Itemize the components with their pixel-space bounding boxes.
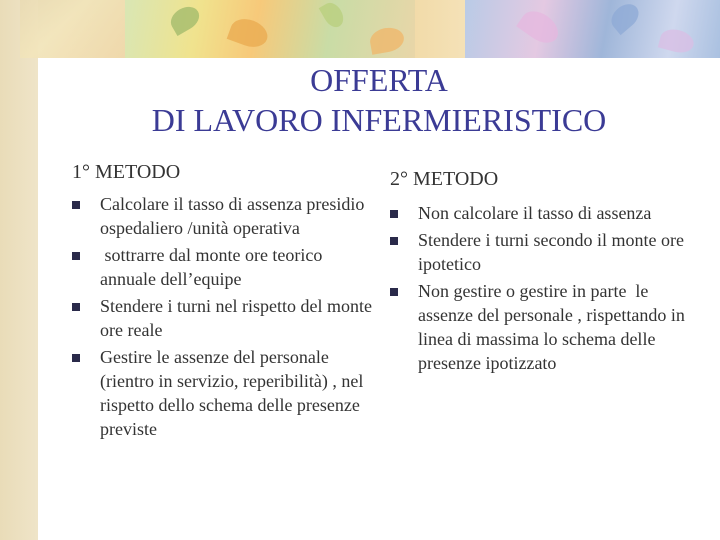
list-item-text: Stendere i turni nel rispetto del monte ore reale [100, 296, 372, 340]
list-item-text: Calcolare il tasso di assenza presidio ospedaliero /unità operativa [100, 194, 365, 238]
paper-background-left [0, 0, 38, 540]
method-1-heading: 1° METODO [72, 161, 181, 183]
square-bullet-icon [72, 354, 80, 362]
method-1-list [72, 192, 372, 441]
square-bullet-icon [72, 201, 80, 209]
list-item [72, 192, 372, 240]
method-2-heading: 2° METODO [390, 168, 499, 190]
list-item [72, 294, 372, 342]
square-bullet-icon [72, 303, 80, 311]
method-2-column [390, 167, 690, 378]
list-item-text: sottrarre dal monte ore teorico annuale dell’equipe [100, 245, 327, 289]
list-item [390, 228, 690, 276]
title-line-2: DI LAVORO INFERMIERISTICO [151, 102, 607, 138]
list-item [72, 345, 372, 441]
square-bullet-icon [390, 288, 398, 296]
list-item [390, 201, 690, 225]
list-item-text: Stendere i turni secondo il monte ore ipotetico [418, 230, 684, 274]
method-1-column [72, 160, 372, 444]
title-line-1: OFFERTA [310, 62, 448, 98]
square-bullet-icon [390, 237, 398, 245]
list-item-text: Gestire le assenze del personale (rientro in servizio, reperibilità) , nel rispetto dello schema delle presenze previste [100, 347, 364, 439]
list-item [72, 243, 372, 291]
list-item-text: Non gestire o gestire in parte le assenze del personale , rispettando in linea di massima lo schema delle presenze ipotizzato [418, 281, 690, 373]
square-bullet-icon [72, 252, 80, 260]
slide-title [38, 60, 720, 140]
floral-banner [20, 0, 720, 62]
square-bullet-icon [390, 210, 398, 218]
method-2-list [390, 201, 690, 375]
list-item [390, 279, 690, 375]
list-item-text: Non calcolare il tasso di assenza [418, 203, 652, 223]
